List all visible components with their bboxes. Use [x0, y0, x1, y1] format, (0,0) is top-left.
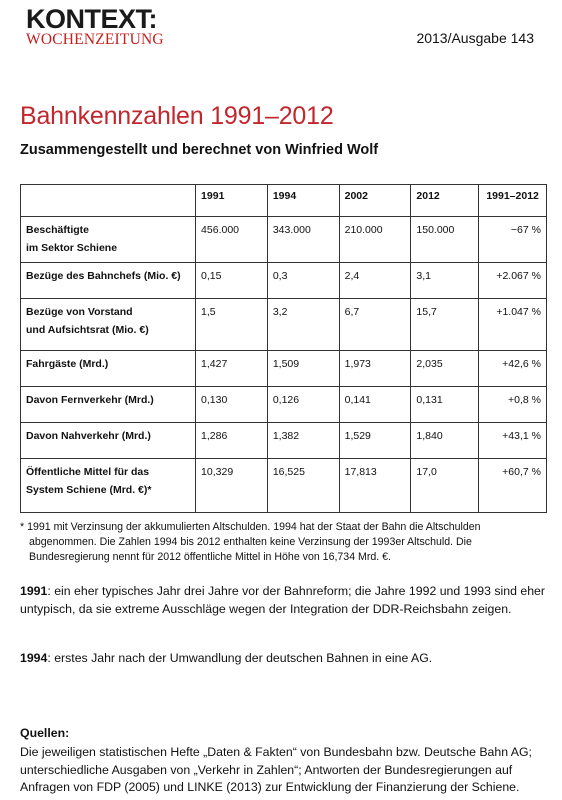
table-cell-change: +42,6 %	[479, 351, 547, 387]
table-cell: 456.000	[196, 217, 268, 263]
table-cell: 1,840	[411, 423, 479, 459]
table-cell-change: +43,1 %	[479, 423, 547, 459]
table-cell: 2,4	[339, 263, 411, 299]
logo-kontext: KONTEXT:	[26, 4, 157, 34]
row-label: Davon Fernverkehr (Mrd.)	[21, 387, 196, 423]
page-subtitle: Zusammengestellt und berechnet von Winfried Wolf	[20, 142, 379, 158]
masthead-logo	[26, 6, 164, 47]
note-1991: 1991: ein eher typisches Jahr drei Jahre vor der Bahnreform; die Jahre 1992 und 1993 sind eher untypisch, da sie extreme Ausschläge wegen der Integration der DDR-Reichsbahn zeigen.	[20, 584, 545, 616]
table-cell: 1,427	[196, 351, 268, 387]
sources-heading: Quellen:	[20, 726, 70, 740]
table-cell: 17,0	[411, 459, 479, 513]
table-cell: 0,15	[196, 263, 268, 299]
table-row	[21, 351, 547, 387]
table-cell-change: +0,8 %	[479, 387, 547, 423]
table-cell-change: +60,7 %	[479, 459, 547, 513]
table-row	[21, 263, 547, 299]
table-header-cell: 2002	[339, 185, 411, 217]
table-cell: 1,529	[339, 423, 411, 459]
row-label: Fahrgäste (Mrd.)	[21, 351, 196, 387]
table-cell: 150.000	[411, 217, 479, 263]
table-cell: 2,035	[411, 351, 479, 387]
table-header-row	[21, 185, 547, 217]
table-cell-change: +2.067 %	[479, 263, 547, 299]
page-title: Bahnkennzahlen 1991–2012	[20, 102, 334, 130]
table-cell: 0,3	[267, 263, 339, 299]
table-cell: 210.000	[339, 217, 411, 263]
table-cell: 1,973	[339, 351, 411, 387]
row-label: Beschäftigte im Sektor Schiene	[21, 217, 196, 263]
table-row	[21, 387, 547, 423]
table-header-cell: 1991	[196, 185, 268, 217]
table-cell: 17,813	[339, 459, 411, 513]
table-cell: 15,7	[411, 299, 479, 351]
table-cell: 1,5	[196, 299, 268, 351]
table-cell: 10,329	[196, 459, 268, 513]
table-header-cell: 1994	[267, 185, 339, 217]
table-cell: 1,286	[196, 423, 268, 459]
table-cell: 3,1	[411, 263, 479, 299]
table-cell-change: +1.047 %	[479, 299, 547, 351]
note-1994: 1994: erstes Jahr nach der Umwandlung der deutschen Bahnen in eine AG.	[20, 651, 433, 665]
table-cell: 0,126	[267, 387, 339, 423]
table-row	[21, 217, 547, 263]
row-label: Davon Nahverkehr (Mrd.)	[21, 423, 196, 459]
table-cell: 1,509	[267, 351, 339, 387]
table-cell: 3,2	[267, 299, 339, 351]
row-label: Bezüge des Bahnchefs (Mio. €)	[21, 263, 196, 299]
row-label: Bezüge von Vorstand und Aufsichtsrat (Mio. €)	[21, 299, 196, 351]
table-header-cell	[21, 185, 196, 217]
table-cell-change: −67 %	[479, 217, 547, 263]
table-cell: 0,130	[196, 387, 268, 423]
table-header-cell: 1991–2012	[479, 185, 547, 217]
row-label: Öffentliche Mittel für das System Schiene (Mrd. €)*	[21, 459, 196, 513]
rail-statistics-table	[20, 184, 547, 513]
table-row	[21, 423, 547, 459]
table-header-cell: 2012	[411, 185, 479, 217]
table-cell: 16,525	[267, 459, 339, 513]
table-footnote: * 1991 mit Verzinsung der akkumulierten Altschulden. 1994 hat der Staat der Bahn die Altschulden abgenommen. Die Zahlen 1994 bis 2012 enthalten keine Verzinsung der 1993er Altschuld. Die Bundesregierung nennt für 2012 öffentliche Mittel in Höhe von 16,734 Mrd. €.	[20, 521, 481, 563]
logo-wochenzeitung: WOCHENZEITUNG	[26, 31, 164, 48]
table-cell: 0,141	[339, 387, 411, 423]
issue-number: 2013/Ausgabe 143	[416, 30, 534, 46]
table-cell: 6,7	[339, 299, 411, 351]
table-row	[21, 459, 547, 513]
table-cell: 0,131	[411, 387, 479, 423]
table-row	[21, 299, 547, 351]
sources-text: Die jeweiligen statistischen Hefte „Daten & Fakten“ von Bundesbahn bzw. Deutsche Bahn AG; unterschiedliche Ausgaben von „Verkehr in Zahlen“; Antworten der Bundesregierungen auf Anfragen von FDP (2005) und LINKE (2013) zur Entwicklung der Finanzierung der Schiene.	[20, 745, 532, 794]
table-cell: 343.000	[267, 217, 339, 263]
table-cell: 1,382	[267, 423, 339, 459]
